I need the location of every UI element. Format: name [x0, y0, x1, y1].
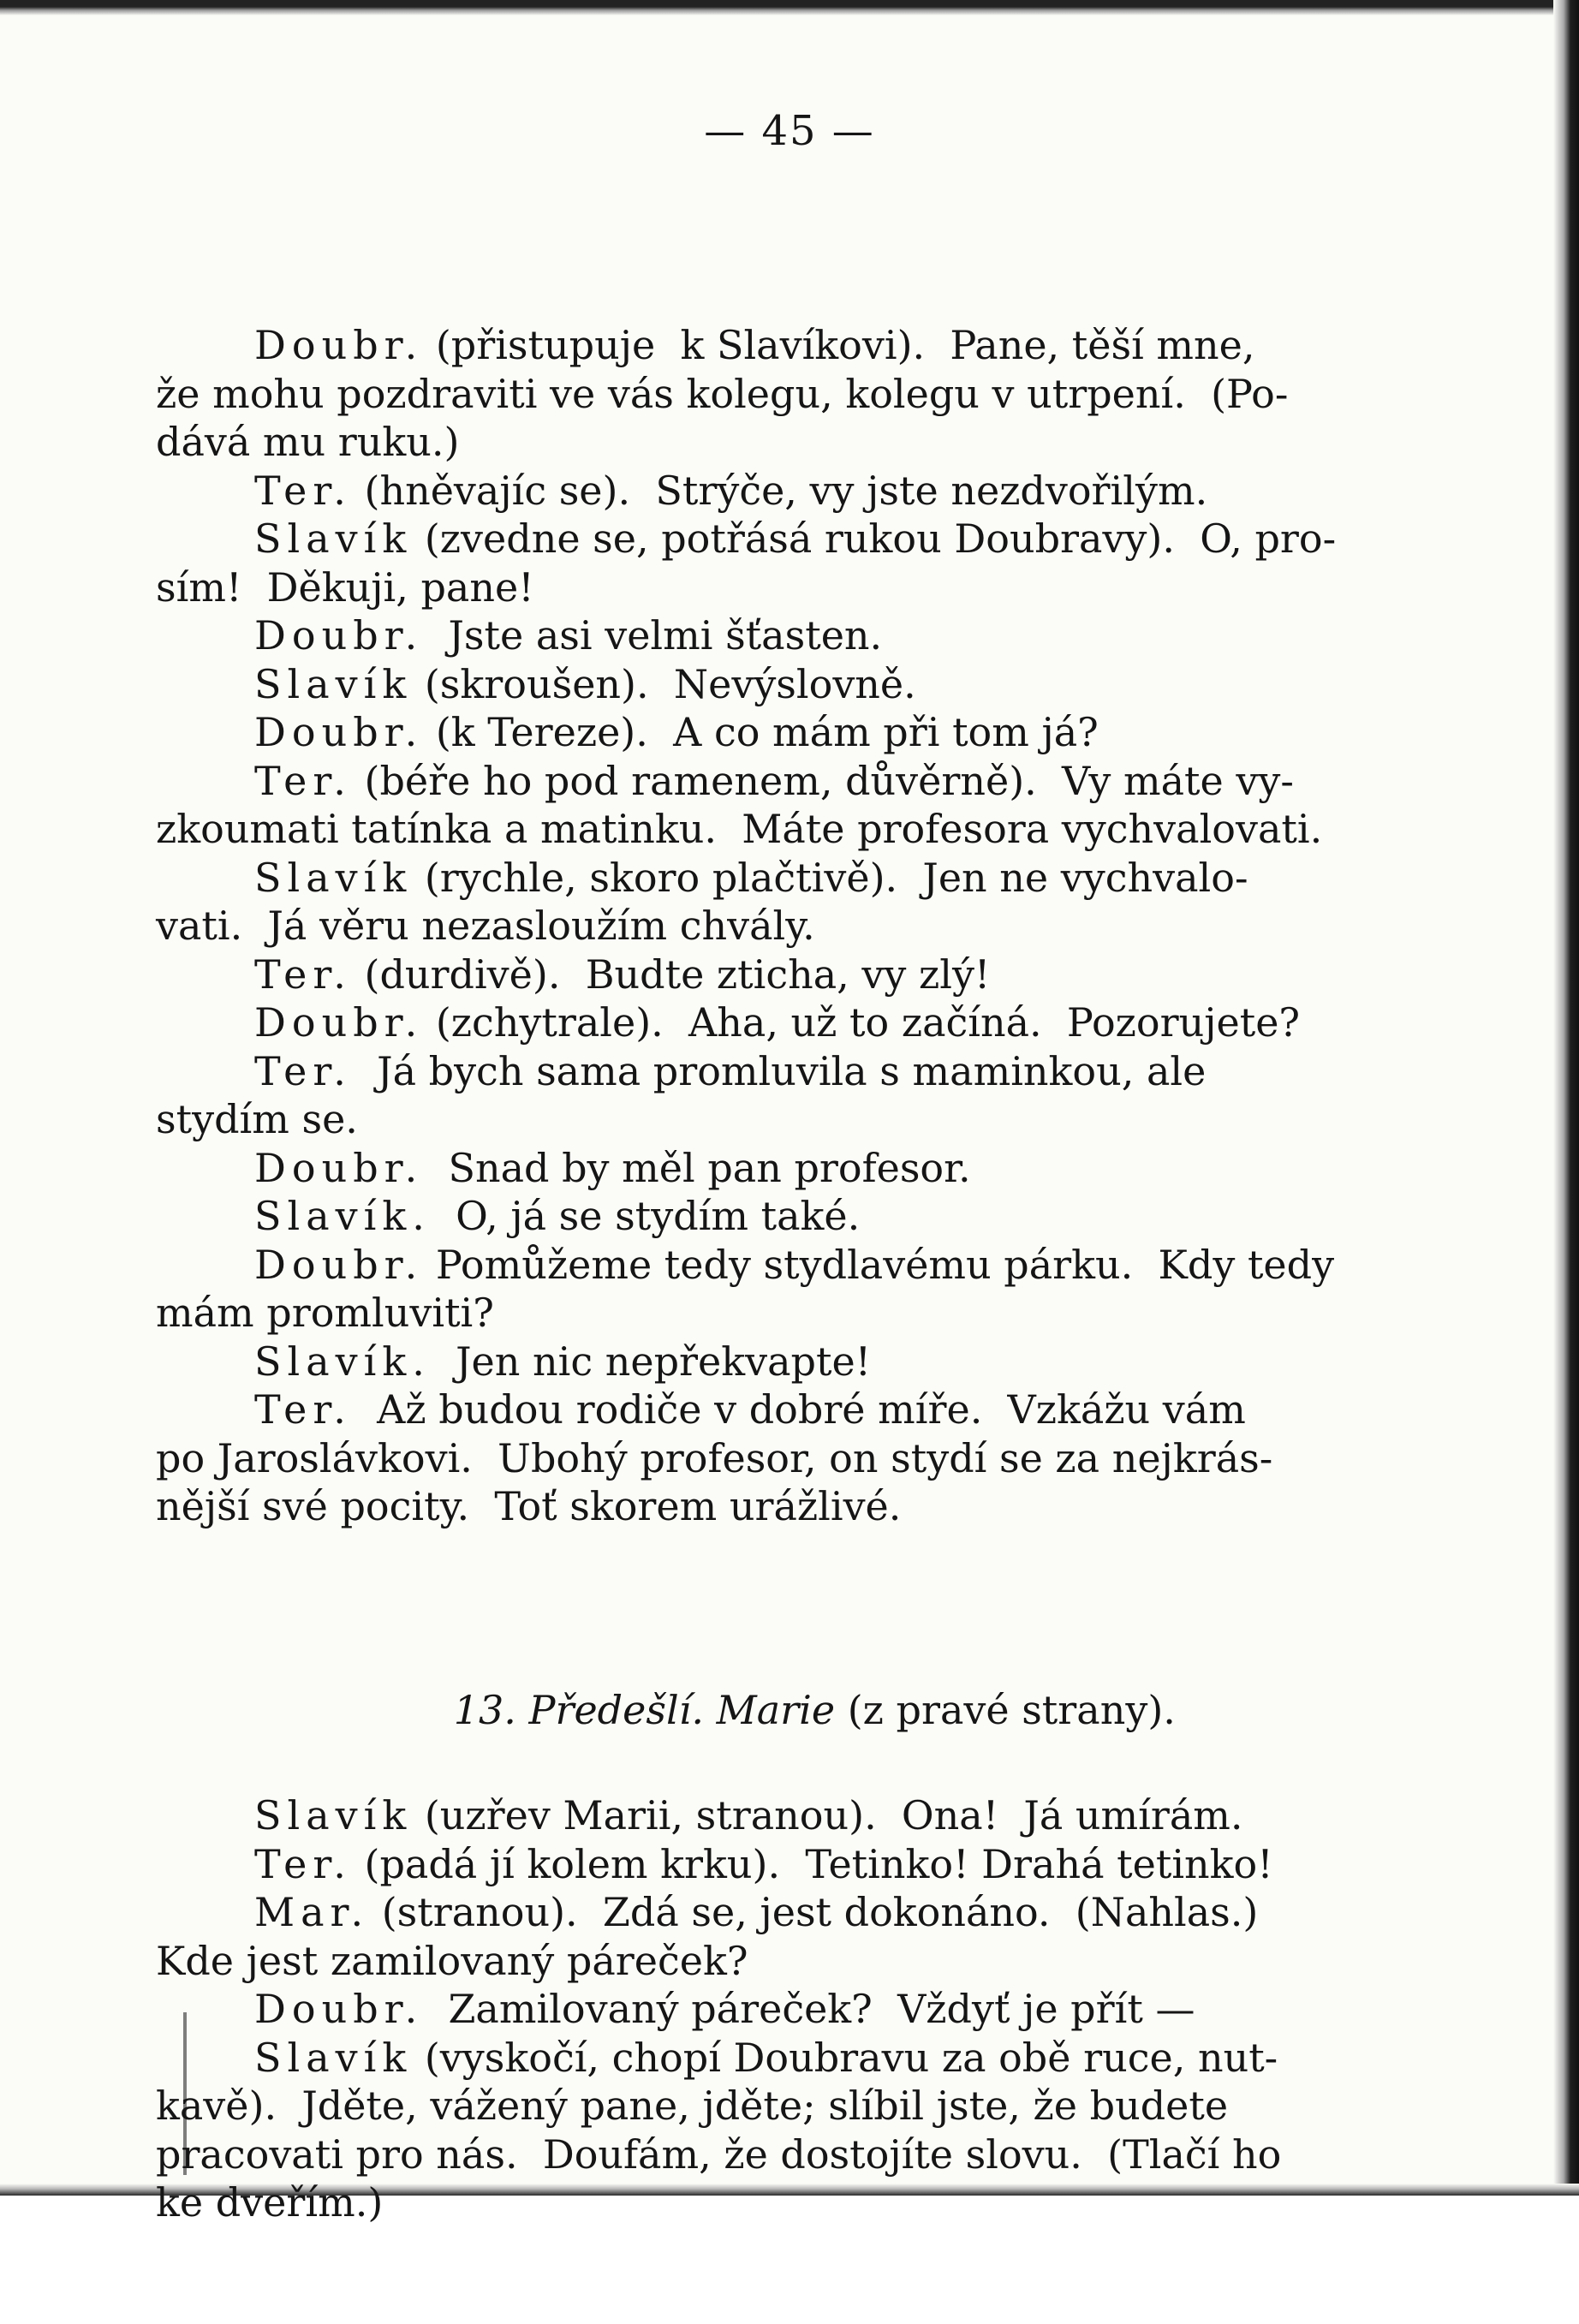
line-text: po Jaroslávkovi. Ubohý profesor, on stydí se za nejkrás- [156, 1434, 1273, 1481]
text-line [156, 1791, 1415, 1840]
speaker-name: Slavík [254, 660, 413, 707]
line-text: že mohu pozdraviti ve vás kolegu, kolegu v utrpení. (Po- [156, 370, 1289, 417]
line-text: (vyskočí, chopí Doubravu za obě ruce, nut- [412, 2034, 1278, 2081]
text-line [156, 370, 1415, 419]
speaker-name: Doubr. [254, 709, 424, 755]
line-text: (padá jí kolem krku). Tetinko! Drahá tetinko! [351, 1840, 1273, 1887]
text-line [156, 2178, 1415, 2227]
text-line [156, 1888, 1415, 1937]
text-line [156, 1144, 1415, 1193]
text-line [156, 805, 1415, 854]
speaker-name: Doubr. [254, 1241, 424, 1288]
speaker-name: Slavík [254, 1792, 413, 1838]
line-text: Jen nic nepřekvapte! [430, 1338, 872, 1385]
dialogue-block-2 [156, 1791, 1415, 2227]
scan-border-top [0, 0, 1579, 15]
line-text: (zchytrale). Aha, už to začíná. Pozorujete? [423, 999, 1301, 1046]
text-line [156, 515, 1415, 563]
line-text: pracovati pro nás. Doufám, že dostojíte slovu. (Tlačí ho [156, 2130, 1282, 2178]
speaker-name: Ter. [254, 757, 352, 804]
speaker-name: Doubr. [254, 322, 424, 368]
line-text: Až budou rodiče v dobré míře. Vzkážu vám [351, 1386, 1246, 1433]
line-text: kavě). Jděte, vážený pane, jděte; slíbil jste, že budete [156, 2083, 1229, 2129]
line-text: O, já se stydím také. [430, 1193, 861, 1239]
speaker-name: Ter. [254, 1047, 352, 1094]
text-line [156, 418, 1415, 467]
line-text: vati. Já věru nezasloužím chvály. [156, 903, 815, 949]
dialogue-block-1 [156, 321, 1415, 1531]
text-line [156, 1985, 1415, 2034]
line-text: (uzřev Marii, stranou). Ona! Já umírám. [412, 1792, 1243, 1838]
scene-heading-direction: (z pravé strany). [835, 1687, 1176, 1733]
line-text: (zvedne se, potřásá rukou Doubravy). O, pro- [412, 515, 1337, 562]
text-line [156, 1289, 1415, 1338]
text-line [156, 2082, 1415, 2130]
line-text: (stranou). Zdá se, jest dokonáno. (Nahlas.) [369, 1889, 1259, 1935]
speaker-name: Doubr. [254, 612, 424, 658]
text-line [156, 950, 1415, 999]
speaker-name: Ter. [254, 1386, 352, 1433]
line-text: zkoumati tatínka a matinku. Máte profesora vychvalovati. [156, 806, 1323, 852]
text-line [156, 1840, 1415, 1889]
scene-heading-title: 13. Předešlí. Marie [453, 1687, 836, 1733]
text-line [156, 563, 1415, 612]
text-line [156, 1434, 1415, 1483]
speaker-name: Slavík. [254, 1193, 431, 1239]
line-text: Kde jest zamilovaný páreček? [156, 1937, 748, 1984]
line-text: mám promluviti? [156, 1290, 494, 1336]
line-text: (durdivě). Budte zticha, vy zlý! [351, 950, 991, 998]
speaker-name: Mar. [254, 1889, 370, 1935]
speaker-name: Doubr. [254, 1144, 424, 1191]
speaker-name: Slavík [254, 854, 413, 901]
text-line [156, 1192, 1415, 1241]
line-text: dává mu ruku.) [156, 419, 460, 465]
text-line [156, 321, 1415, 370]
text-line [156, 1047, 1415, 1096]
line-text: (skroušen). Nevýslovně. [412, 660, 916, 707]
line-text: Jste asi velmi šťasten. [423, 612, 883, 658]
text-line [156, 854, 1415, 903]
speaker-name: Doubr. [254, 1986, 424, 2032]
line-text: (hněvajíc se). Strýče, vy jste nezdvořilým. [351, 467, 1208, 514]
text-line [156, 660, 1415, 709]
text-line [156, 708, 1415, 757]
text-line [156, 1385, 1415, 1434]
text-line [156, 757, 1415, 806]
play-text [156, 224, 1415, 2324]
text-line [156, 1338, 1415, 1386]
line-text: (béře ho pod ramenem, důvěrně). Vy máte vy- [351, 757, 1294, 804]
scan-border-right [1553, 0, 1579, 2196]
line-text: sím! Děkuji, pane! [156, 563, 534, 611]
text-line [156, 1937, 1415, 1986]
line-text: nější své pocity. Toť skorem urážlivé. [156, 1483, 902, 1529]
line-text: Zamilovaný páreček? Vždyť je přít — [423, 1986, 1195, 2032]
line-text: stydím se. [156, 1096, 358, 1142]
line-text: ke dveřím.) [156, 2179, 384, 2226]
speaker-name: Slavík. [254, 1338, 431, 1385]
line-text: Snad by měl pan profesor. [423, 1144, 971, 1191]
line-text: Pomůžeme tedy stydlavému párku. Kdy tedy [423, 1241, 1335, 1288]
text-line [156, 1482, 1415, 1531]
text-line [156, 1095, 1415, 1144]
line-text: (k Tereze). A co mám při tom já? [423, 709, 1099, 755]
text-line [156, 1241, 1415, 1290]
text-line [156, 611, 1415, 660]
text-line [156, 2130, 1415, 2179]
text-line [156, 998, 1415, 1047]
line-text: (přistupuje k Slavíkovi). Pane, těší mne, [423, 322, 1255, 368]
page-number: — 45 — [704, 107, 875, 155]
text-line [156, 902, 1415, 950]
speaker-name: Ter. [254, 467, 352, 514]
text-line [156, 2034, 1415, 2083]
speaker-name: Doubr. [254, 999, 424, 1046]
speaker-name: Ter. [254, 950, 352, 998]
speaker-name: Slavík [254, 2034, 413, 2081]
text-line [156, 467, 1415, 515]
speaker-name: Ter. [254, 1840, 352, 1887]
speaker-name: Slavík [254, 515, 413, 562]
scene-heading [156, 1638, 1415, 1733]
line-text: (rychle, skoro plačtivě). Jen ne vychvalo- [412, 854, 1248, 901]
line-text: Já bych sama promluvila s maminkou, ale [351, 1047, 1207, 1094]
